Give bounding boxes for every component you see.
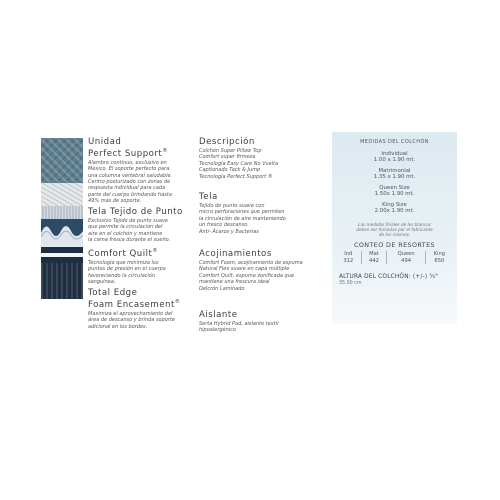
quilt-layer xyxy=(41,206,83,219)
feature-title: Comfort Quilt xyxy=(88,248,153,259)
section-title: Descripción xyxy=(199,137,255,147)
table-row: 312 442 494 650 xyxy=(336,258,453,265)
size-individual: Individual 1.00 x 1.90 mt. xyxy=(373,151,416,163)
panel-title: MEDIDAS DEL COLCHÓN xyxy=(360,139,429,145)
feature-title-2: Perfect Support xyxy=(88,148,163,159)
feature-tejido-punto: Tela Tejido de Punto Exclusivo Tejido de punto suave que permite la circulación del aire en el colchón y mantiene la cama fresca durante el sueño. xyxy=(88,207,183,244)
section-aislante: Aislante Serta Hybrid Pad, aislante textil hipoalergénico xyxy=(199,310,279,334)
section-acojinamientos: Acojinamientos Comfort Foam, acojinamiento de espuma Natural Flex suave en capa múltiple Comfort Quilt, espuma zonificada que mantiene una frescura ideal Delcrón Laminado xyxy=(199,249,303,292)
section-tela: Tela Tejido de punto suave con micro perforaciones que permiten la circulación de aire manteniendo un fresco descanso. Anti- Ácaros y Bacterias xyxy=(199,192,286,235)
height-label: ALTURA DEL COLCHÓN: (+/-) ¾" xyxy=(339,274,439,280)
table-row: Ind Mat Queen King xyxy=(336,251,453,258)
springs-table xyxy=(336,251,453,264)
size-king: King Size 2.00x 1.90 mt. xyxy=(374,202,415,214)
section-descripcion: Descripción Colchón Super Pillow Top Comfort super firmeza Tecnología Easy Care No Vuelta Capitonado Tack & Jump Tecnología Perfect Support ® xyxy=(199,137,279,180)
foam-wave-graphic xyxy=(41,219,83,247)
feature-comfort-quilt: Comfort Quilt® Tecnología que minimiza los puntos de presión en el cuerpo favoreciendo la circulación sanguínea. xyxy=(88,248,166,286)
sizes-note: Las medidas finales de los blancos deben ser tomadas por el fabricante de los mismos. xyxy=(356,222,433,237)
feature-title: Unidad xyxy=(88,137,122,147)
feature-title: Tela Tejido de Punto xyxy=(88,207,183,217)
edge-encasement-layer xyxy=(41,263,83,299)
springs-title: CONTEO DE RESORTES xyxy=(353,241,435,249)
mattress-layers-image xyxy=(41,138,83,299)
height-value: 35.00 cm xyxy=(339,281,362,286)
feature-total-edge: Total Edge Foam Encasement® Maximiza el aprovechamiento del área de descanso y brinda soporte adicional en los bordes. xyxy=(88,288,181,330)
size-queen: Queen Size 1.50x 1.90 mt. xyxy=(374,185,415,197)
feature-perfect-support: Unidad Perfect Support® Alambre continuo, exclusivo en México. El soporte perfecto para una columna vertebral saludable. Centro posturizado con zonas de respuesta individual para cada parte del cuerpo brindando hasta 49% más de soporte. xyxy=(88,137,173,205)
section-title: Aislante xyxy=(199,310,238,320)
knit-fabric-layer xyxy=(41,183,83,206)
feature-title: Total Edge xyxy=(88,288,138,298)
size-matrimonial: Matrimonial 1.35 x 1.90 mt. xyxy=(373,168,416,180)
foam-layer xyxy=(41,247,83,263)
spring-unit-layer xyxy=(41,138,83,183)
section-title: Tela xyxy=(199,192,218,202)
feature-title-2: Foam Encasement xyxy=(88,299,175,310)
section-title: Acojinamientos xyxy=(199,249,272,259)
measurements-panel xyxy=(332,132,457,324)
comfort-quilt-layer xyxy=(41,219,83,247)
